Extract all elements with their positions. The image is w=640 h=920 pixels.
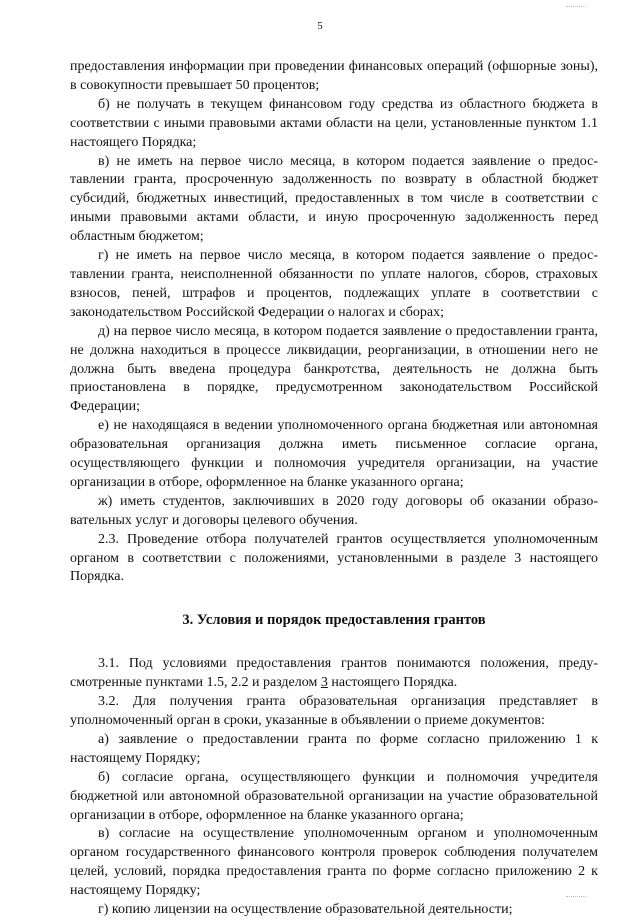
page-number: 5: [317, 20, 323, 32]
paragraph: в) согласие на осуществление уполномоченным органом и уполномоченным органом государственного финансового контроля проверок соблюдения получателем целей, условий, порядка предоставления гранта по форме согласно приложению 2 к настоящему Порядку;: [70, 826, 598, 899]
section-heading: 3. Условия и порядок предоставления грантов: [182, 612, 486, 629]
paragraph: г) не иметь на первое число месяца, в котором подается заявление о предоставлении гранта, неисполненной обязанности по уплате налогов, сборов, страховых взносов, пеней, штрафов и процентов, подлежащих уплате в соответствии с законодательством Российской Федерации о налогах и сборах;: [70, 248, 598, 320]
document-body: [70, 58, 598, 920]
paragraph: е) не находящаяся в ведении уполномоченного органа бюджетная или автономная образовательная организация должна иметь письменное согласие органа, осуществляющего функции и полномочия учредителя организации, на участие организации в отборе, оформленное на бланке указанного органа;: [70, 418, 598, 490]
section-reference-link: 3: [320, 675, 328, 691]
paragraphs-after-section: [70, 693, 598, 920]
scan-mark-top-right: [566, 6, 586, 9]
paragraph: б) не получать в текущем финансовом году средства из областного бюджета в соответствии с иными правовыми актами области на цели, установленные пунктом 1.1 настоящего Порядка;: [70, 96, 598, 150]
paragraph: а) заявление о предоставлении гранта по форме согласно приложению 1 к настоящему Порядку;: [70, 731, 598, 766]
paragraph: 3.2. Для получения гранта образовательная организация представляет в уполномоченный орган в сроки, указанные в объявлении о приеме документов:: [70, 694, 598, 728]
paragraph: г) копию лицензии на осуществление образовательной деятельности;: [98, 902, 513, 918]
paragraph: б) согласие органа, осуществляющего функции и полномочия учредителя бюджетной или автономной образовательной организации на участие образовательной организации в отборе, оформленное на бланке указанного органа;: [70, 769, 598, 823]
paragraph-3-1-end: настоящего Порядка.: [327, 675, 458, 691]
paragraphs-before-section: [70, 58, 598, 587]
paragraph: предоставления информации при проведении финансовых операций (офшорные зоны), в совокупности превышает 50 процентов;: [70, 59, 598, 93]
paragraph: 2.3. Проведение отбора получателей грантов осуществляется уполномоченным органом в соответствии с положениями, установленными в разделе 3 настоящего Порядка.: [70, 531, 598, 585]
paragraph: ж) иметь студентов, заключивших в 2020 году договоры об оказании образовательных услуг и договоры целевого обучения.: [70, 493, 598, 528]
paragraph-3-1-start: 3.1. Под условиями предоставления грантов понимаются положения, предусмотренные пунктами 1.5, 2.2 и разделом: [70, 656, 598, 691]
paragraph: в) не иметь на первое число месяца, в котором подается заявление о предоставлении гранта, просроченную задолженность по возврату в областной бюджет субсидий, бюджетных инвестиций, предоставленных в том числе в соответствии с иными правовыми актами области, и иную просроченную задолженность перед областным бюджетом;: [70, 153, 598, 245]
paragraph-3-1: [70, 655, 598, 693]
paragraph: д) на первое число месяца, в котором подается заявление о предоставлении гранта, не должна находиться в процессе ликвидации, реорганизации, в отношении него не должна быть введена процедура банкротства, деятельность не должна быть приостановлена в порядке, предусмотренном законодательством Российской Федерации;: [70, 323, 598, 415]
